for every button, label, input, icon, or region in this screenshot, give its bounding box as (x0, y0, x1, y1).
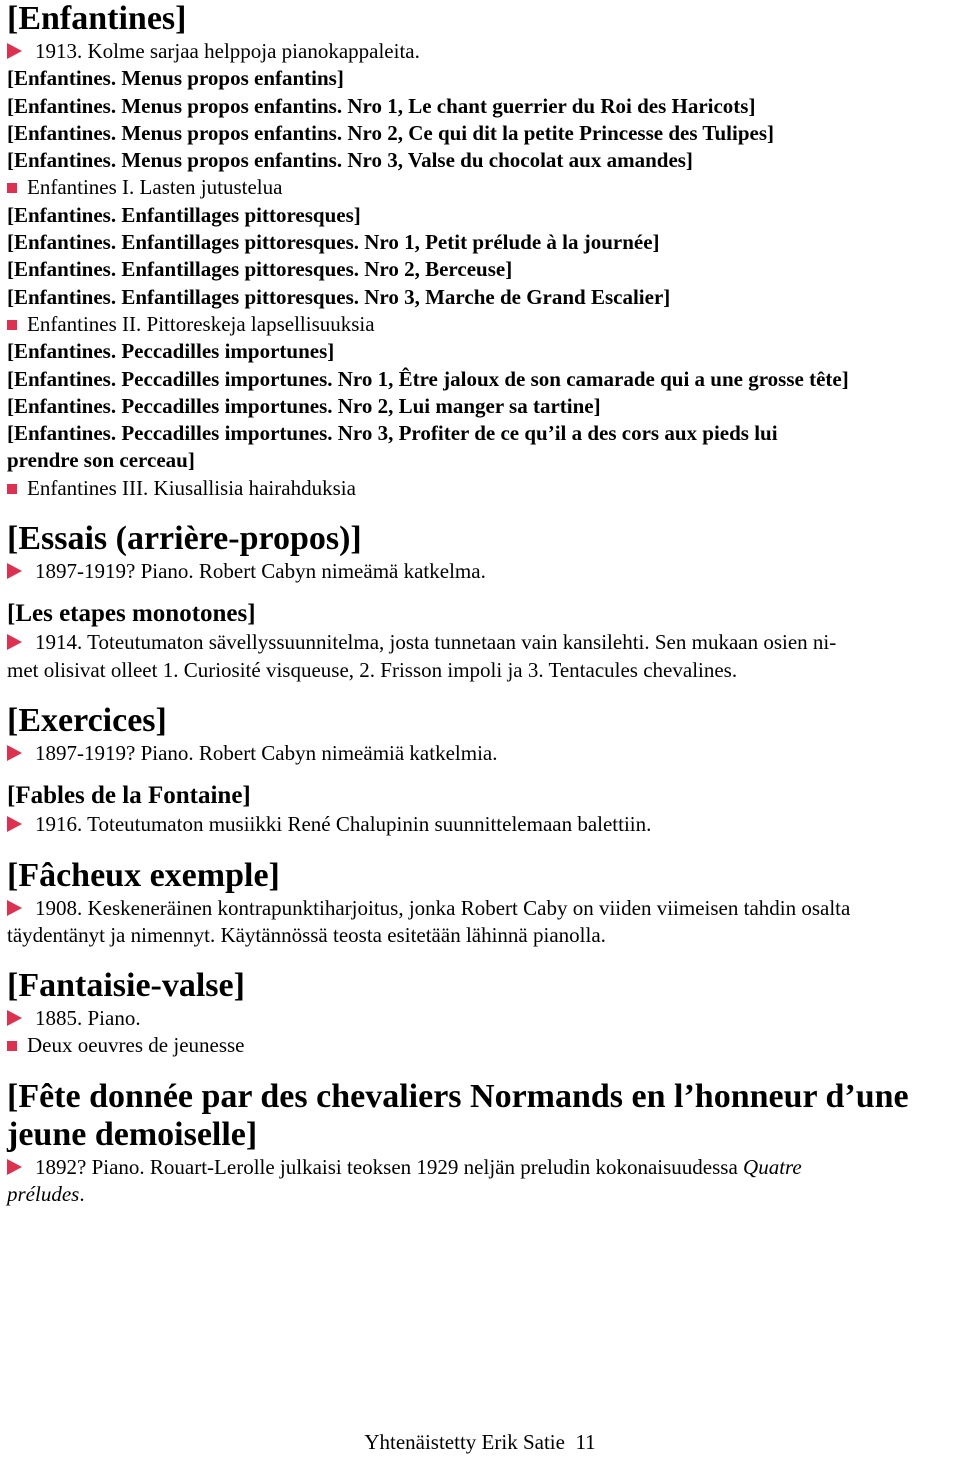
section-title: [Fables de la Fontaine] (7, 782, 251, 810)
section-title: [Essais (arrière-propos)] (7, 520, 362, 558)
page-number: 11 (575, 1430, 596, 1454)
subwork: [Enfantines. Enfantillages pittoresques] (7, 202, 361, 227)
description: 1908. Keskeneräinen kontrapunktiharjoitus, jonka Robert Caby on viiden viimeisen tahdin osalta (7, 895, 957, 922)
triangle-bullet-icon (7, 634, 22, 650)
description: 1892? Piano. Rouart-Lerolle julkaisi teoksen 1929 neljän preludin kokonaisuudessa Quatre (7, 1154, 957, 1181)
subwork: [Enfantines. Enfantillages pittoresques. Nro 3, Marche de Grand Escalier] (7, 284, 671, 309)
subwork: [Enfantines. Peccadilles importunes. Nro 3, Profiter de ce qu’il a des cors aux pieds lui (7, 421, 778, 446)
description-continued: täydentänyt ja nimennyt. Käytännössä teosta esitetään lähinnä pianolla. (7, 922, 606, 947)
subwork: [Enfantines. Enfantillages pittoresques. Nro 2, Berceuse] (7, 257, 513, 282)
section-title: [Fâcheux exemple] (7, 856, 280, 894)
section-title: [Fête donnée par des chevaliers Normands en l’honneur d’une (7, 1077, 909, 1115)
subwork: [Enfantines. Menus propos enfantins. Nro 2, Ce qui dit la petite Princesse des Tulipes] (7, 120, 774, 145)
description-continued: préludes. (7, 1182, 85, 1207)
section-title: [Les etapes monotones] (7, 600, 256, 628)
section-title: [Enfantines] (7, 0, 187, 37)
document-page (7, 0, 957, 1208)
description: 1897-1919? Piano. Robert Cabyn nimeämä katkelma. (7, 558, 957, 585)
recording: Enfantines III. Kiusallisia hairahduksia (7, 475, 957, 502)
subwork: [Enfantines. Menus propos enfantins] (7, 66, 344, 91)
subwork: [Enfantines. Enfantillages pittoresques. Nro 1, Petit prélude à la journée] (7, 230, 660, 255)
section-title: [Fantaisie-valse] (7, 967, 245, 1005)
square-bullet-icon (7, 183, 17, 193)
subwork: [Enfantines. Peccadilles importunes. Nro 2, Lui manger sa tartine] (7, 393, 601, 418)
triangle-bullet-icon (7, 900, 22, 916)
subwork-continued: prendre son cerceau] (7, 448, 195, 473)
triangle-bullet-icon (7, 43, 22, 59)
subwork: [Enfantines. Peccadilles importunes. Nro 1, Être jaloux de son camarade qui a une grosse tête] (7, 366, 849, 391)
square-bullet-icon (7, 1041, 17, 1051)
description: 1914. Toteutumaton sävellyssuunnitelma, josta tunnetaan vain kansilehti. Sen mukaan osien ni- (7, 629, 957, 656)
triangle-bullet-icon (7, 563, 22, 579)
triangle-bullet-icon (7, 745, 22, 761)
triangle-bullet-icon (7, 1010, 22, 1026)
description: 1913. Kolme sarjaa helppoja pianokappaleita. (7, 38, 957, 65)
description: 1916. Toteutumaton musiikki René Chalupinin suunnittelemaan balettiin. (7, 811, 957, 838)
recording: Deux oeuvres de jeunesse (7, 1032, 957, 1059)
square-bullet-icon (7, 484, 17, 494)
recording: Enfantines II. Pittoreskeja lapsellisuuksia (7, 311, 957, 338)
subwork: [Enfantines. Peccadilles importunes] (7, 339, 335, 364)
description: 1885. Piano. (7, 1005, 957, 1032)
description: 1897-1919? Piano. Robert Cabyn nimeämiä katkelmia. (7, 740, 957, 767)
square-bullet-icon (7, 320, 17, 330)
section-title-continued: jeune demoiselle] (7, 1115, 258, 1153)
recording: Enfantines I. Lasten jutustelua (7, 174, 957, 201)
section-title: [Exercices] (7, 701, 167, 739)
page-footer: Yhtenäistetty Erik Satie 11 (364, 1430, 596, 1454)
subwork: [Enfantines. Menus propos enfantins. Nro 1, Le chant guerrier du Roi des Haricots] (7, 93, 756, 118)
triangle-bullet-icon (7, 816, 22, 832)
triangle-bullet-icon (7, 1159, 22, 1175)
subwork: [Enfantines. Menus propos enfantins. Nro 3, Valse du chocolat aux amandes] (7, 148, 693, 173)
description-continued: met olisivat olleet 1. Curiosité visqueuse, 2. Frisson impoli ja 3. Tentacules chevalines. (7, 657, 738, 682)
